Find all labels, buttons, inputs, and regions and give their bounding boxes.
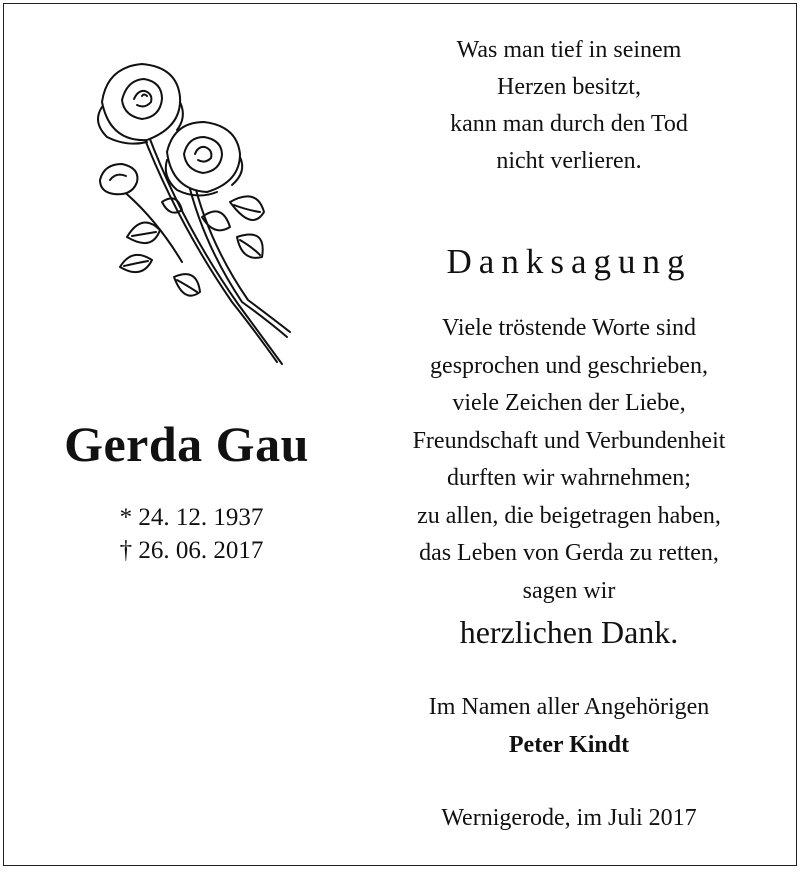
body-line: das Leben von Gerda zu retten, <box>419 540 719 566</box>
birth-date: * 24. 12. 1937 <box>119 504 264 531</box>
body-line: zu allen, die beigetragen haben, <box>417 502 721 529</box>
body-line: viele Zeichen der Liebe, <box>452 390 686 416</box>
place-date: Wernigerode, im Juli 2017 <box>441 805 697 831</box>
body-line: durften wir wahrnehmen; <box>447 465 691 491</box>
heading-danksagung: Danksagung <box>446 242 692 281</box>
left-column <box>4 4 369 865</box>
right-column <box>364 4 774 865</box>
death-date: † 26. 06. 2017 <box>119 537 264 564</box>
body-line: sagen wir <box>522 577 616 604</box>
quote-line: nicht verlieren. <box>496 148 642 174</box>
memorial-quote <box>364 32 774 180</box>
quote-line: kann man durch den Tod <box>450 111 688 137</box>
thanks-text <box>364 310 774 610</box>
herzlichen-dank: herzlichen Dank. <box>459 614 679 650</box>
quote-line: Was man tief in seinem <box>456 37 682 63</box>
body-line: Freundschaft und Verbundenheit <box>412 427 726 454</box>
signature-name: Peter Kindt <box>508 732 630 758</box>
deceased-name: Gerda Gau <box>64 416 309 472</box>
life-dates <box>4 501 379 567</box>
body-line: gesprochen und geschrieben, <box>430 352 708 379</box>
obituary-card <box>3 3 797 866</box>
signature-intro: Im Namen aller Angehörigen <box>428 694 710 720</box>
roses-icon <box>82 52 302 372</box>
body-line: Viele tröstende Worte sind <box>441 315 697 341</box>
quote-line: Herzen besitzt, <box>497 74 641 100</box>
